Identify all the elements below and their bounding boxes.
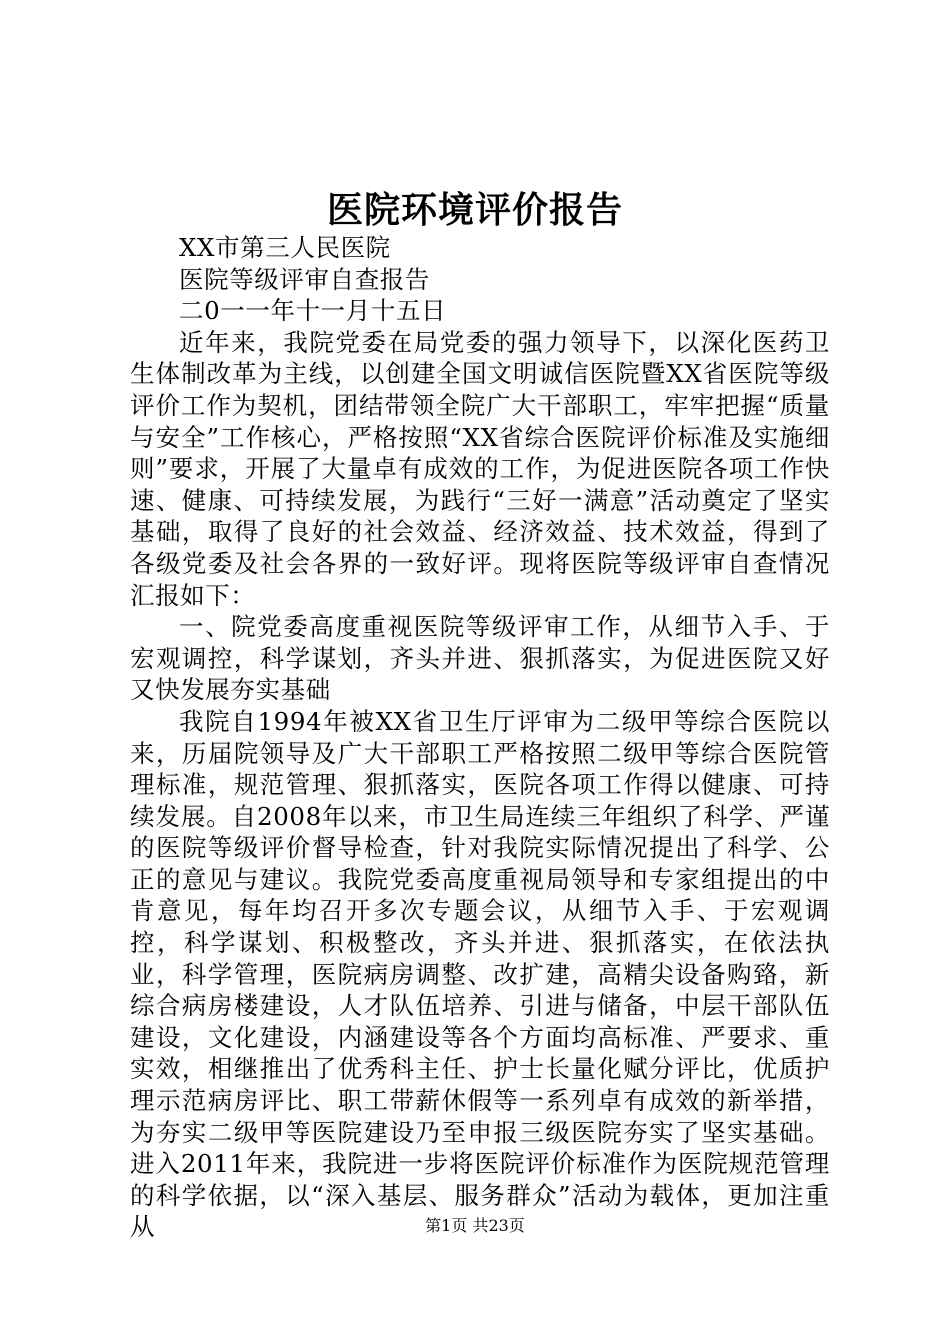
intro-paragraph: 近年来，我院党委在局党委的强力领导下，以深化医药卫生体制改革为主线，以创建全国文明诚信医院暨XX省医院等级评价工作为契机，团结带领全院广大干部职工，牢牢把握“质量与安全”工作核心，严格按照“XX省综合医院评价标准及实施细则”要求，开展了大量卓有成效的工作，为促进医院各项工作快速、健康、可持续发展，为践行“三好一满意”活动奠定了坚实基础，取得了良好的社会效益、经济效益、技术效益，得到了各级党委及社会各界的一致好评。现将医院等级评审自查情况汇报如下：	[130, 327, 830, 610]
page-footer: 第1页 共23页	[425, 1216, 525, 1235]
hospital-name: XX市第三人民医院	[179, 233, 391, 262]
section-heading: 一、院党委高度重视医院等级评审工作，从细节入手、于宏观调控，科学谋划，齐头并进、狠抓落实，为促进医院又好又快发展夯实基础	[130, 612, 830, 705]
body-paragraph: 我院自1994年被XX省卫生厅评审为二级甲等综合医院以来，历届院领导及广大干部职工严格按照二级甲等综合医院管理标准，规范管理、狠抓落实，医院各项工作得以健康、可持续发展。自2008年以来，市卫生局连续三年组织了科学、严谨的医院等级评价督导检查，针对我院实际情况提出了科学、公正的意见与建议。我院党委高度重视局领导和专家组提出的中肯意见，每年均召开多次专题会议，从细节入手、于宏观调控，科学谋划、积极整改，齐头并进、狠抓落实，在依法执业，科学管理，医院病房调整、改扩建，高精尖设备购臵，新综合病房楼建设，人才队伍培养、引进与储备，中层干部队伍建设，文化建设，内涵建设等各个方面均高标准、严要求、重实效，相继推出了优秀科主任、护士长量化赋分评比，优质护理示范病房评比、职工带薪休假等一系列卓有成效的新举措，为夯实二级甲等医院建设乃至申报三级医院夯实了坚实基础。进入2011年来，我院进一步将医院评价标准作为医院规范管理的科学依据，以“深入基层、服务群众”活动为载体，更加注重从	[130, 706, 830, 1242]
document-title: 医院环境评价报告	[326, 189, 623, 231]
document-body	[130, 232, 830, 1243]
report-date: 二0一一年十一月十五日	[179, 296, 447, 326]
report-subtitle: 医院等级评审自查报告	[179, 264, 430, 294]
